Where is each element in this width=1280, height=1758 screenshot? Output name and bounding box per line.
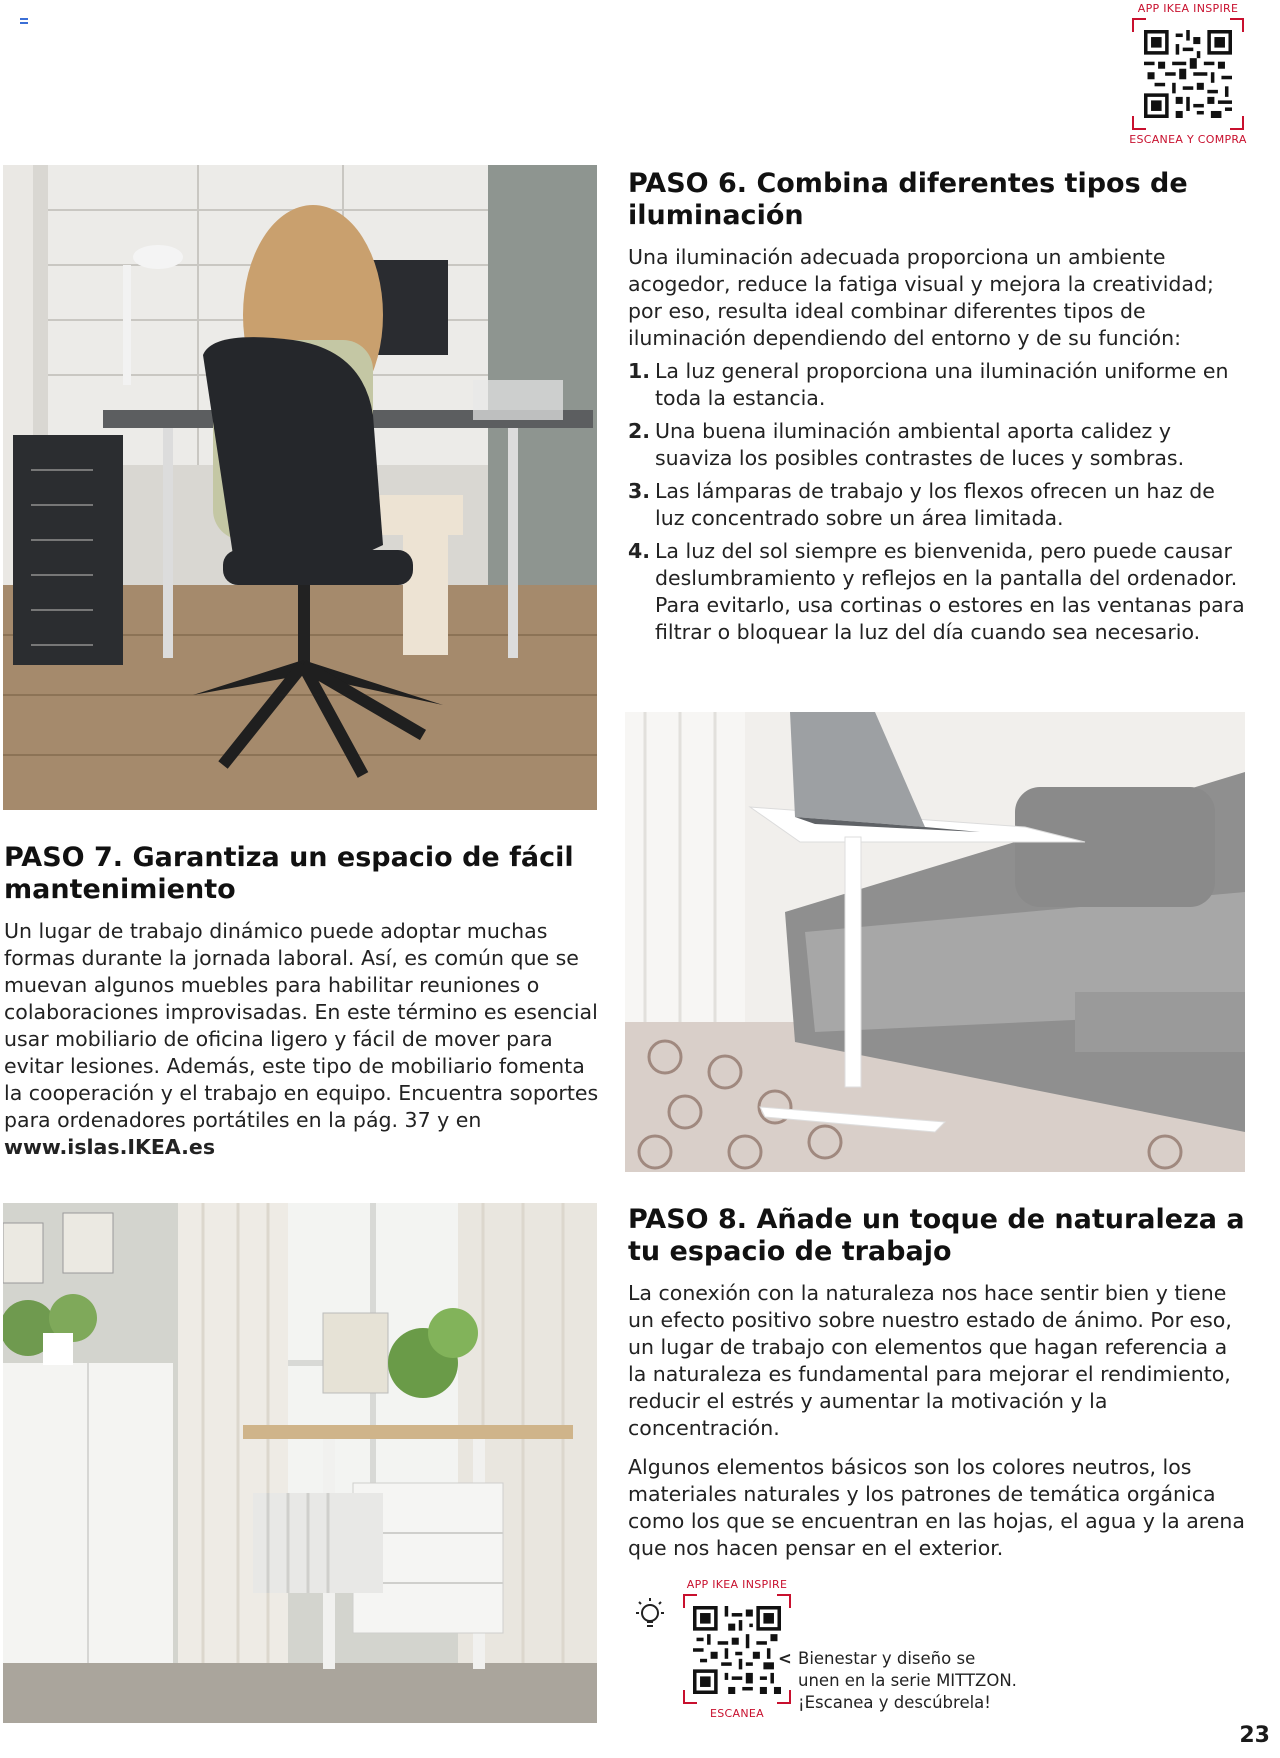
step6-intro: Una iluminación adecuada proporciona un ambiente acogedor, reduce la fatiga visual y mejora la creatividad; por eso, resulta ideal combinar diferentes tipos de iluminación dependiendo del entorno y de su función: — [628, 245, 1214, 350]
step7-title: PASO 7. Garantiza un espacio de fácil mantenimiento — [4, 842, 574, 905]
lightbulb-icon — [630, 1596, 670, 1636]
photo-desk-lighting — [3, 165, 597, 810]
list-item: 3. Las lámparas de trabajo y los flexos ofrecen un haz de luz concentrado sobre un área limitada. — [628, 479, 1215, 530]
photo-nature-workspace — [3, 1203, 597, 1723]
step8-para1: La conexión con la naturaleza nos hace sentir bien y tiene un efecto positivo sobre nuestro estado de ánimo. Por eso, un lugar de trabajo con elementos que hagan referencia a la naturaleza es fundamental para mejorar el rendimiento, reducir el estrés y aumentar la motivación y la concentración. — [628, 1281, 1232, 1440]
qr-bottom-label: ESCANEA Y COMPRA — [1129, 133, 1247, 146]
photo-laptop-stand — [625, 712, 1245, 1172]
tip-box — [630, 1578, 1090, 1728]
header-qr-block[interactable] — [1118, 2, 1258, 146]
step8-section — [628, 1204, 1248, 1562]
tip-qr-bottom-label: ESCANEA — [710, 1707, 764, 1720]
list-item: 1. La luz general proporciona una iluminación uniforme en toda la estancia. — [628, 359, 1229, 410]
qr-frame — [1132, 18, 1244, 130]
step6-section — [628, 168, 1248, 652]
step7-body: Un lugar de trabajo dinámico puede adoptar muchas formas durante la jornada laboral. Así, es común que se muevan algunos muebles para habilitar reuniones o colaboraciones improvisadas. En este término es esencial usar mobiliario de oficina ligero y fácil de mover para evitar lesiones. Además, este tipo de mobiliario fomenta la cooperación y el trabajo en equipo. Encuentra soportes para ordenadores portátiles en la pág. 37 y en www.islas.IKEA.es — [4, 919, 599, 1159]
list-item: 2. Una buena iluminación ambiental aporta calidez y suaviza los posibles contrastes de luces y sombras. — [628, 419, 1185, 470]
tip-line: ¡Escanea y descúbrela! — [798, 1693, 991, 1712]
tip-text — [778, 1648, 1068, 1714]
qr-code-icon — [693, 1606, 781, 1694]
step6-list — [628, 358, 1248, 646]
qr-code-icon — [1144, 30, 1232, 118]
qr-top-label: APP IKEA INSPIRE — [1137, 2, 1239, 15]
step7-section — [4, 842, 600, 1161]
tip-arrow: < — [778, 1649, 792, 1668]
step8-title: PASO 8. Añade un toque de naturaleza a tu espacio de trabajo — [628, 1204, 1245, 1267]
list-item: 4. La luz del sol siempre es bienvenida, pero puede causar deslumbramiento y reflejos en la pantalla del ordenador. Para evitarlo, usa cortinas o estores en las ventanas para filtrar o bloquear la luz del día cuando sea necesario. — [628, 539, 1245, 644]
tip-line: Bienestar y diseño se — [798, 1649, 976, 1668]
page-number: 23 — [1239, 1723, 1270, 1748]
step7-link[interactable]: www.islas.IKEA.es — [4, 1135, 216, 1159]
tip-qr-top-label: APP IKEA INSPIRE — [686, 1578, 788, 1591]
step6-title: PASO 6. Combina diferentes tipos de iluminación — [628, 168, 1188, 231]
menu-icon — [20, 18, 28, 24]
tip-qr-block[interactable] — [682, 1578, 792, 1720]
step8-para2: Algunos elementos básicos son los colores neutros, los materiales naturales y los patrones de temática orgánica como los que se encuentran en las hojas, el agua y la arena que nos hacen pensar en el exterior. — [628, 1455, 1245, 1560]
tip-line: unen en la serie MITTZON. — [798, 1671, 1017, 1690]
tip-qr-frame — [683, 1594, 791, 1704]
